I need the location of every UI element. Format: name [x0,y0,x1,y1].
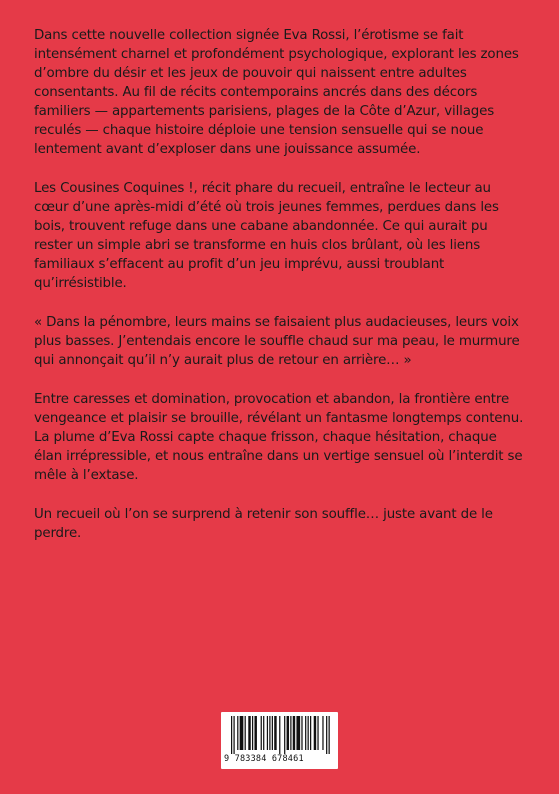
back-cover-text [34,26,526,563]
barcode-bar [274,716,276,750]
barcode-bar [272,716,273,750]
barcode-bar [233,716,234,754]
barcode-bar [287,716,289,750]
barcode-bar [231,716,232,754]
themes-paragraph: Entre caresses et domination, provocation et abandon, la frontière entre vengeance et plaisir se brouille, révélant un fantasme longtemps contenu. La plume d’Eva Rossi capte chaque frisson, chaque hésitation, chaque élan irrépressible, et nous entraîne dans un vertige sensuel où l’interdit se mêle à l’extase. [34,392,524,483]
barcode-bar [269,716,270,750]
barcode-bar [301,716,302,750]
barcode-bar [322,716,323,750]
barcode-bar [252,716,253,750]
story-summary-paragraph: Les Cousines Coquines !, récit phare du recueil, entraîne le lecteur au cœur d’une après-midi d’été où trois jeunes femmes, perdues dans les bois, trouvent refuge dans une cabane abandonnée. Ce qui aurait pu rester un simple abri se transforme en huis clos brûlant, où les liens familiaux s’effacent au profit d’un jeu imprévu, aussi troublant qu’irrésistible. [34,181,499,291]
barcode-bar [240,716,244,750]
barcode-bar [261,716,262,750]
barcode-bar [279,716,280,754]
barcode-bar [248,716,250,750]
barcode-bar [237,716,238,750]
intro-paragraph: Dans cette nouvelle collection signée Eva Rossi, l’érotisme se fait intensément charnel et profondément psychologique, explorant les zones d’ombre du désir et les jeux de pouvoir qui naissent entre adultes consentants. Au fil de récits contemporains ancrés dans des décors familiers — appartements parisiens, plages de la Côte d’Azur, villages reculés — chaque histoire déploie une tension sensuelle qui se noue lentement avant d’exploser dans une jouissance assumée. [34,28,519,157]
barcode-bar [296,716,300,750]
barcode-bar [314,716,316,750]
barcode-bars-graphic [231,716,331,754]
closing-paragraph: Un recueil où l’on se surprend à retenir son souffle… juste avant de le perdre. [34,507,493,541]
isbn-barcode [221,712,338,769]
barcode-bar [310,716,311,750]
barcode-bar [326,716,327,754]
barcode-bar [284,716,285,754]
barcode-bar [254,716,256,750]
excerpt-quote-paragraph: « Dans la pénombre, leurs mains se faisaient plus audacieuses, leurs voix plus basses. J’entendais encore le souffle chaud sur ma peau, le murmure qui annonçait qu’il n’y aurait plus de retour en arrière… » [34,315,520,368]
barcode-digits: 9 783384 678461 [224,754,304,764]
barcode-bar [305,716,306,750]
barcode-bar [329,716,330,754]
barcode-bar [263,716,264,750]
barcode-bar [290,716,291,750]
barcode-bar [245,716,246,750]
barcode-bar [293,716,295,750]
barcode-bar [267,716,268,750]
barcode-bar [308,716,309,750]
barcode-bar [317,716,318,750]
